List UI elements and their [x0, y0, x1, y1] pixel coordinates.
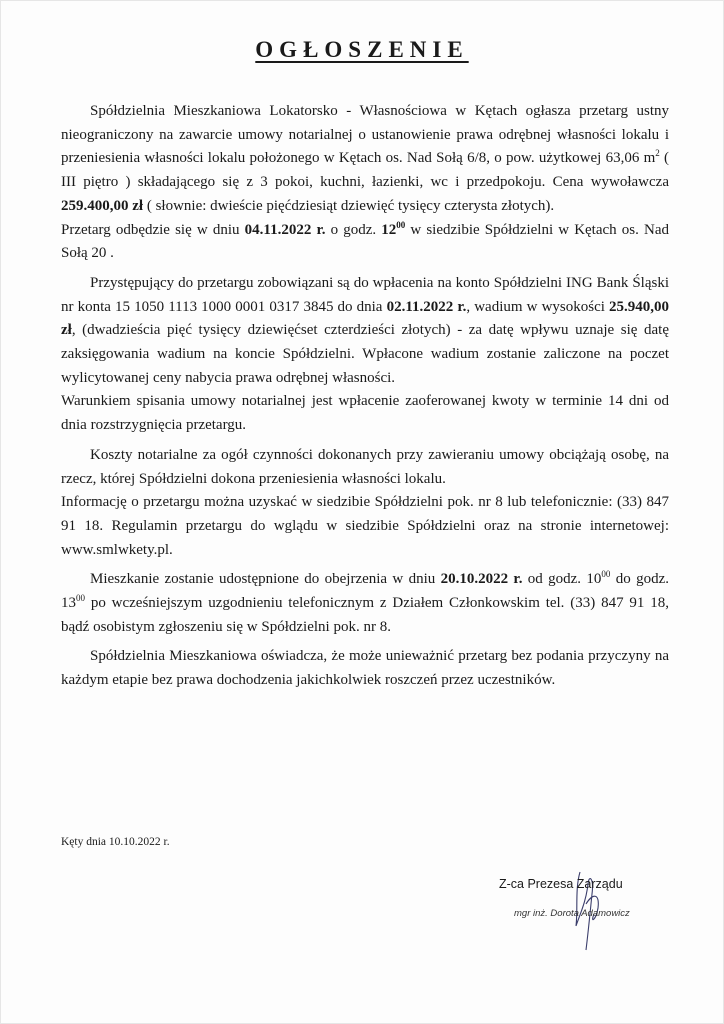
paragraph-text: , wadium w wysokości — [466, 298, 609, 315]
deposit-amount: 25.940,00 zł — [61, 298, 669, 339]
signatory-name: mgr inż. Dorota Adamowicz — [514, 908, 630, 919]
paragraph-text: o godz. — [325, 221, 382, 238]
starting-price: 259.400,00 zł — [61, 197, 144, 214]
viewing-date: 20.10.2022 r. — [440, 571, 523, 588]
superscript: 2 — [655, 148, 660, 159]
hour: 12 — [381, 221, 397, 238]
paragraph-text: w siedzibie Spółdzielni w Kętach os. Nad Sołą 20 . — [61, 221, 669, 262]
minutes: 00 — [76, 593, 85, 604]
document-date: Kęty dnia 10.10.2022 r. — [61, 836, 170, 848]
announcement-body — [61, 100, 669, 693]
minutes: 00 — [601, 569, 611, 580]
paragraph-text: Przystępujący do przetargu zobowiązani są do wpłacenia na konto Spółdzielni ING Bank Śląski nr konta 15 1050 1113 1000 0001 0317 3845 do dnia — [61, 274, 669, 315]
deposit-deadline: 02.11.2022 r. — [386, 298, 467, 315]
paragraph-info: Informację o przetargu można uzyskać w siedzibie Spółdzielni pok. nr 8 lub telefonicznie: (33) 847 91 18. Regulamin przetargu do wglądu w siedzibie Spółdzielni oraz na stronie internetowej: www.smlwkety.pl. — [61, 494, 669, 558]
paragraph-text: ( III piętro ) składającego się z 3 pokoi, kuchni, łazienki, wc i przedpokoju. Cena wywoławcza — [61, 150, 669, 191]
paragraph-auction-date — [61, 219, 669, 266]
paragraph-costs: Koszty notarialne za ogół czynności dokonanych przy zawieraniu umowy obciążają osobę, na rzecz, której Spółdzielni dokona przeniesienia własności lokalu. — [61, 446, 669, 487]
paragraph-offer — [61, 100, 669, 219]
page-title: OGŁOSZENIE — [255, 37, 469, 62]
paragraph-viewing — [61, 568, 669, 639]
signatory-title: Z-ca Prezesa Zarządu — [499, 877, 623, 891]
paragraph-text: Spółdzielnia Mieszkaniowa Lokatorsko - Własnościowa w Kętach ogłasza przetarg ustny nieograniczony na zawarcie umowy notarialnej o ustanowienie prawa odrębnej własności lokalu i przeniesienia własności lokalu położonego w Kętach os. Nad Sołą 6/8, o pow. użytkowej 63,06 m — [61, 103, 669, 167]
paragraph-text: do godz. — [610, 571, 669, 588]
paragraph-text: od godz. — [522, 571, 587, 588]
auction-date: 04.11.2022 r. — [244, 221, 326, 238]
paragraph-text: , (dwadzieścia pięć tysięcy dziewięćset czterdzieści złotych) - za datę wpływu uznaje się datę zaksięgowania wadium na koncie Spółdzielni. Wpłacone wadium zostanie zaliczone na poczet wylicytowanej ceny nabycia prawa odrębnej własności. — [61, 322, 669, 386]
paragraph-condition: Warunkiem spisania umowy notarialnej jest wpłacenie zaoferowanej kwoty w terminie 14 dni od dnia rozstrzygnięcia przetargu. — [61, 393, 669, 434]
paragraph-disclaimer: Spółdzielnia Mieszkaniowa oświadcza, że może unieważnić przetarg bez podania przyczyny na każdym etapie bez prawa dochodzenia jakichkolwiek roszczeń przez uczestników. — [61, 648, 669, 689]
paragraph-text: po wcześniejszym uzgodnieniu telefonicznym z Działem Członkowskim tel. (33) 847 91 18, bądź osobistym zgłoszeniu się w Spółdzielni pok. nr 8. — [61, 595, 669, 635]
hour: 10 — [586, 571, 602, 588]
paragraph-text: Mieszkanie zostanie udostępnione do obejrzenia w dniu — [90, 571, 441, 588]
auction-time — [381, 219, 406, 238]
paragraph-text: ( słownie: dwieście pięćdziesiąt dziewięć tysięcy czterysta złotych). — [143, 197, 555, 214]
paragraph-text: Przetarg odbędzie się w dniu — [61, 221, 245, 238]
hour: 13 — [61, 595, 76, 612]
paragraph-deposit — [61, 272, 669, 391]
minutes: 00 — [396, 219, 406, 230]
